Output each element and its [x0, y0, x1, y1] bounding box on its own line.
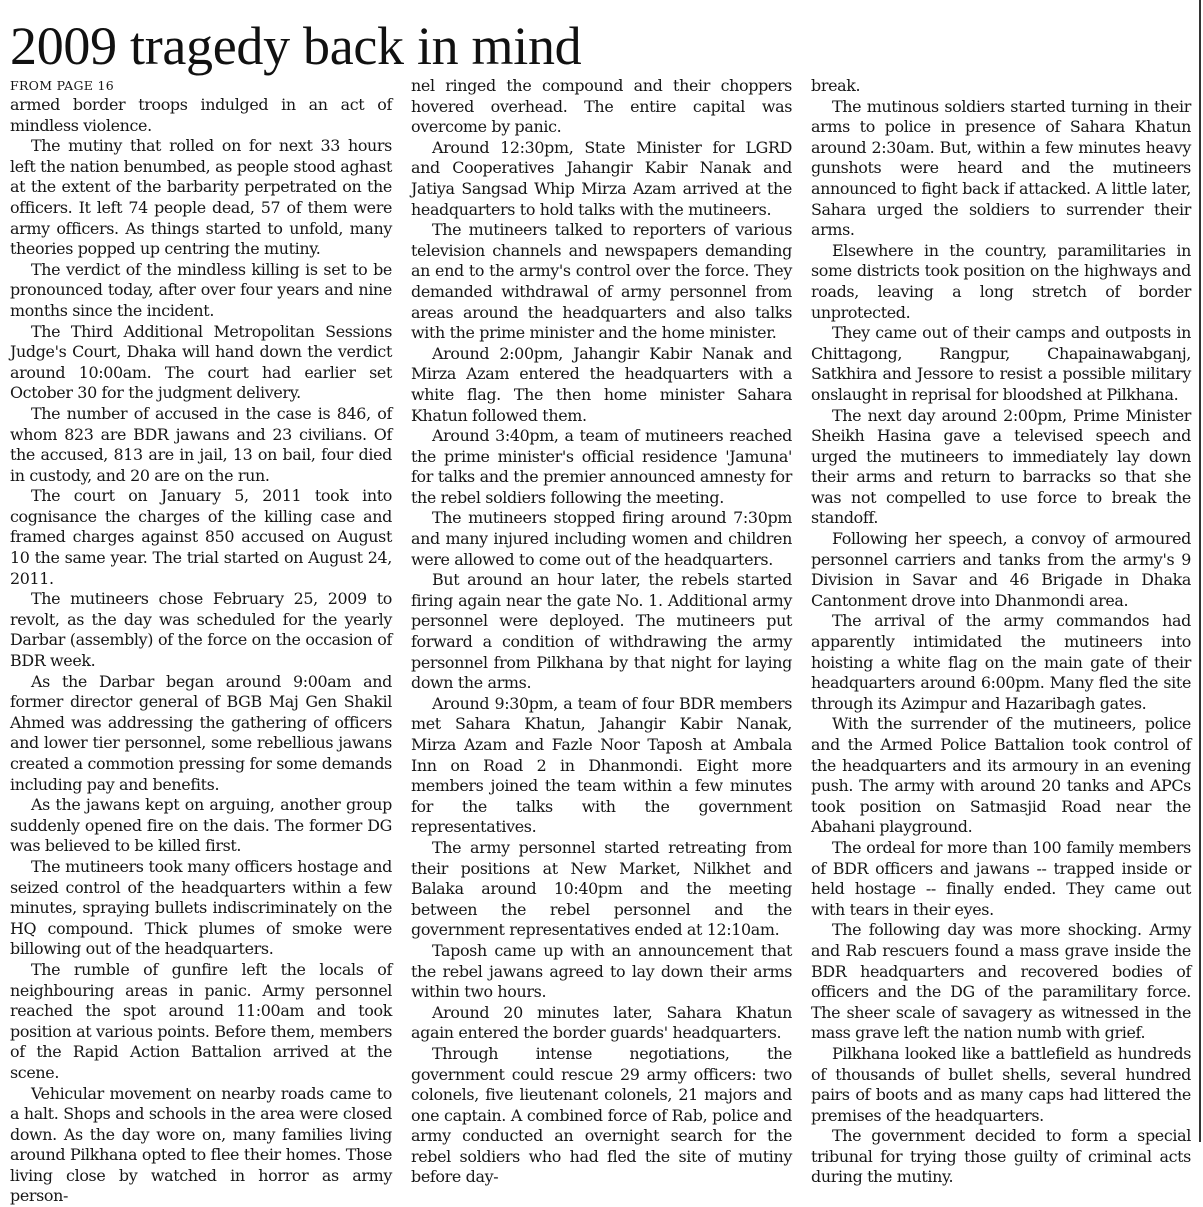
paragraph: The mutineers chose February 25, 2009 to revolt, as the day was scheduled for the yearly Darbar (assembly) of the force on the occasion of BDR week. [10, 589, 392, 671]
paragraph: The mutineers talked to reporters of various television channels and newspapers demanding an end to the army's control over the force. They demanded withdrawal of army personnel from areas around the headquarters and also talks with the prime minister and the home minister. [411, 220, 792, 344]
paragraph: The arrival of the army commandos had apparently intimidated the mutineers into hoisting a white flag on the main gate of their headquarters around 6:00pm. Many fled the site through its Azimpur and Hazaribagh gates. [811, 611, 1191, 714]
paragraph: Around 20 minutes later, Sahara Khatun again entered the border guards' headquarters. [411, 1003, 792, 1044]
paragraph: The mutineers took many officers hostage and seized control of the headquarters within a few minutes, spraying bullets indiscriminately on the HQ compound. Thick plumes of smoke were billowing out of the headquarters. [10, 857, 392, 960]
paragraph: armed border troops indulged in an act of mindless violence. [10, 95, 392, 136]
paragraph: The mutinous soldiers started turning in their arms to police in presence of Sahara Khatun around 2:30am. But, within a few minutes heavy gunshots were heard and the mutineers announced to fight back if attacked. A little later, Sahara urged the soldiers to surrender their arms. [811, 97, 1191, 241]
paragraph: But around an hour later, the rebels started firing again near the gate No. 1. Additional army personnel were deployed. The mutineers put forward a condition of withdrawing the army personnel from Pilkhana by that night for laying down the arms. [411, 570, 792, 694]
paragraph: The Third Additional Metropolitan Sessions Judge's Court, Dhaka will hand down the verdict around 10:00am. The court had earlier set October 30 for the judgment delivery. [10, 322, 392, 404]
paragraph: Around 3:40pm, a team of mutineers reached the prime minister's official residence 'Jamuna' for talks and the premier announced amnesty for the rebel soldiers following the meeting. [411, 426, 792, 508]
paragraph: With the surrender of the mutineers, police and the Armed Police Battalion took control of the headquarters and its armoury in an evening push. The army with around 20 tanks and APCs took position on Satmasjid Road near the Abahani playground. [811, 714, 1191, 838]
paragraph: nel ringed the compound and their choppers hovered overhead. The entire capital was overcome by panic. [411, 76, 792, 138]
paragraph: The number of accused in the case is 846, of whom 823 are BDR jawans and 23 civilians. Of the accused, 813 are in jail, 13 on bail, four died in custody, and 20 are on the run. [10, 404, 392, 486]
paragraph: Through intense negotiations, the government could rescue 29 army officers: two colonels, five lieutenant colonels, 21 majors and one captain. A combined force of Rab, police and army conducted an overnight search for the rebel soldiers who had fled the site of mutiny before day- [411, 1044, 792, 1188]
paragraph: The army personnel started retreating from their positions at New Market, Nilkhet and Balaka around 10:40pm and the meeting between the rebel personnel and the government representatives ended at 12:10am. [411, 838, 792, 941]
paragraph: The following day was more shocking. Army and Rab rescuers found a mass grave inside the BDR headquarters and recovered bodies of officers and the DG of the paramilitary force. The sheer scale of savagery as witnessed in the mass grave left the nation numb with grief. [811, 920, 1191, 1044]
paragraph: They came out of their camps and outposts in Chittagong, Rangpur, Chapainawabganj, Satkhira and Jessore to resist a possible military onslaught in reprisal for bloodshed at Pilkhana. [811, 323, 1191, 405]
column-rule [1199, 0, 1201, 1142]
paragraph: Around 2:00pm, Jahangir Kabir Nanak and Mirza Azam entered the headquarters with a white flag. The then home minister Sahara Khatun followed them. [411, 344, 792, 426]
paragraph: The mutineers stopped firing around 7:30pm and many injured including women and children were allowed to come out of the headquarters. [411, 508, 792, 570]
paragraph: The next day around 2:00pm, Prime Minister Sheikh Hasina gave a televised speech and urged the mutineers to immediately lay down their arms and return to barracks so that she was not compelled to use force to break the standoff. [811, 406, 1191, 530]
article-column-2 [411, 76, 792, 1142]
paragraph: The government decided to form a special tribunal for trying those guilty of criminal acts during the mutiny. [811, 1126, 1191, 1188]
paragraph: Pilkhana looked like a battlefield as hundreds of thousands of bullet shells, several hundred pairs of boots and as many caps had littered the premises of the headquarters. [811, 1044, 1191, 1126]
paragraph: The mutiny that rolled on for next 33 hours left the nation benumbed, as people stood aghast at the extent of the barbarity perpetrated on the officers. It left 74 people dead, 57 of them were army officers. As things started to unfold, many theories popped up centring the mutiny. [10, 136, 392, 260]
paragraph: As the Darbar began around 9:00am and former director general of BGB Maj Gen Shakil Ahmed was addressing the gathering of officers and lower tier personnel, some rebellious jawans created a commotion pressing for some demands including pay and benefits. [10, 672, 392, 796]
paragraph: The ordeal for more than 100 family members of BDR officers and jawans -- trapped inside or held hostage -- finally ended. They came out with tears in their eyes. [811, 838, 1191, 920]
paragraph: Elsewhere in the country, paramilitaries in some districts took position on the highways and roads, leaving a long stretch of border unprotected. [811, 241, 1191, 323]
paragraph: Around 9:30pm, a team of four BDR members met Sahara Khatun, Jahangir Kabir Nanak, Mirza Azam and Fazle Noor Taposh at Ambala Inn on Road 2 in Dhanmondi. Eight more members joined the team within a few minutes for the talks with the government representatives. [411, 694, 792, 838]
paragraph: Vehicular movement on nearby roads came to a halt. Shops and schools in the area were closed down. As the day wore on, many families living around Pilkhana opted to flee their homes. Those living close by watched in horror as army person- [10, 1084, 392, 1207]
article-column-1 [10, 76, 392, 1142]
headline: 2009 tragedy back in mind [10, 14, 581, 78]
paragraph: Following her speech, a convoy of armoured personnel carriers and tanks from the army's 9 Division in Savar and 46 Brigade in Dhaka Cantonment drove into Dhanmondi area. [811, 529, 1191, 611]
article-column-3 [811, 76, 1191, 1142]
kicker: FROM PAGE 16 [10, 77, 392, 95]
paragraph: Taposh came up with an announcement that the rebel jawans agreed to lay down their arms within two hours. [411, 941, 792, 1003]
paragraph: As the jawans kept on arguing, another group suddenly opened fire on the dais. The former DG was believed to be killed first. [10, 795, 392, 857]
paragraph: The court on January 5, 2011 took into cognisance the charges of the killing case and framed charges against 850 accused on August 10 the same year. The trial started on August 24, 2011. [10, 486, 392, 589]
paragraph: The verdict of the mindless killing is set to be pronounced today, after over four years and nine months since the incident. [10, 260, 392, 322]
paragraph: The rumble of gunfire left the locals of neighbouring areas in panic. Army personnel reached the spot around 11:00am and took position at various points. Before them, members of the Rapid Action Battalion arrived at the scene. [10, 960, 392, 1084]
paragraph: Around 12:30pm, State Minister for LGRD and Cooperatives Jahangir Kabir Nanak and Jatiya Sangsad Whip Mirza Azam arrived at the headquarters to hold talks with the mutineers. [411, 138, 792, 220]
paragraph: break. [811, 76, 1191, 97]
